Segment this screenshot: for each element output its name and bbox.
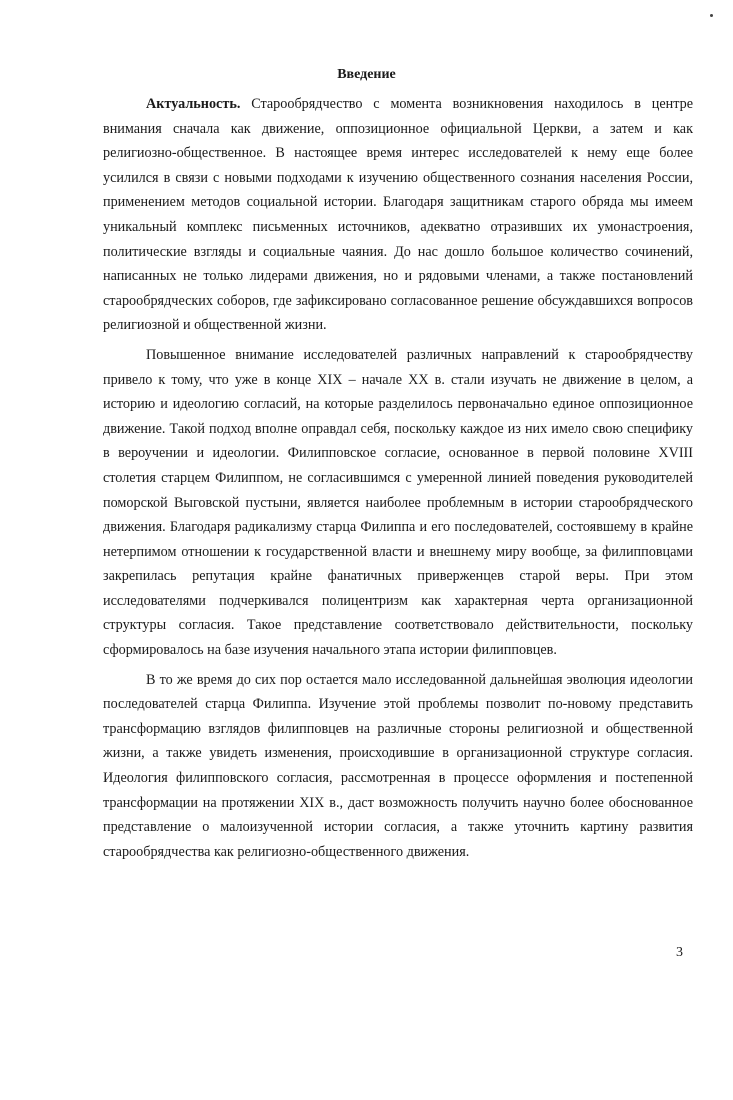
paragraph-relevance <box>103 92 693 338</box>
paragraph-research-attention: Повышенное внимание исследователей различных направлений к старообрядчеству привело к тому, что уже в конце XIX – начале XX в. стали изучать не движение в целом, а историю и идеологию согласий, на которые разделилось первоначально единое оппозиционное движение. Такой подход вполне оправдал себя, поскольку каждое из них имело свою специфику в вероучении и идеологии. Филипповское согласие, основанное в первой половине XVIII столетия старцем Филиппом, не согласившимся с умеренной линией поведения руководителей поморской Выговской пустыни, является наиболее проблемным в истории старообрядческого движения. Благодаря радикализму старца Филиппа и его последователей, состоявшему в крайне нетерпимом отношении к государственной власти и внешнему миру вообще, за филипповцами закрепилась репутация крайне фанатичных приверженцев старой веры. При этом исследователями подчеркивался полицентризм как характерная черта организационной структуры согласия. Такое представление соответствовало действительности, поскольку сформировалось на базе изучения начального этапа истории филипповцев. <box>103 346 693 659</box>
paragraph-lead: Актуальность. <box>146 96 241 112</box>
paragraph-evolution: В то же время до сих пор остается мало исследованной дальнейшая эволюция идеологии последователей старца Филиппа. Изучение этой проблемы позволит по-новому представить трансформацию взглядов филипповцев на различные стороны религиозной и общественной жизни, а также увидеть изменения, происходившие в организационной структуре согласия. Идеология филипповского согласия, рассмотренная в процессе оформления и постепенной трансформации на протяжении XIX в., даст возможность получить научно более обоснованное представление о малоизученной истории согласия, а также уточнить картину развития старообрядчества как религиозно-общественного движения. <box>103 671 693 860</box>
paragraph-text: Старообрядчество с момента возникновения находилось в центре внимания сначала как движение, оппозиционное официальной Церкви, а затем и как религиозно-общественное. В настоящее время интерес исследователей к нему еще более усилился в связи с новыми подходами к изучению общественного сознания населения России, применением методов социальной истории. Благодаря защитникам старого обряда мы имеем уникальный комплекс письменных источников, адекватно отразивших их умонастроения, политические взгляды и социальные чаяния. До нас дошло большое количество сочинений, написанных не только лидерами движения, но и рядовыми членами, а также постановлений старообрядческих соборов, где зафиксировано согласованное решение обсуждавшихся вопросов религиозной и общественной жизни. <box>103 96 693 334</box>
scan-mark <box>710 14 713 17</box>
page-title: Введение <box>337 67 396 82</box>
page-number: 3 <box>676 945 683 960</box>
body-text <box>103 92 693 869</box>
